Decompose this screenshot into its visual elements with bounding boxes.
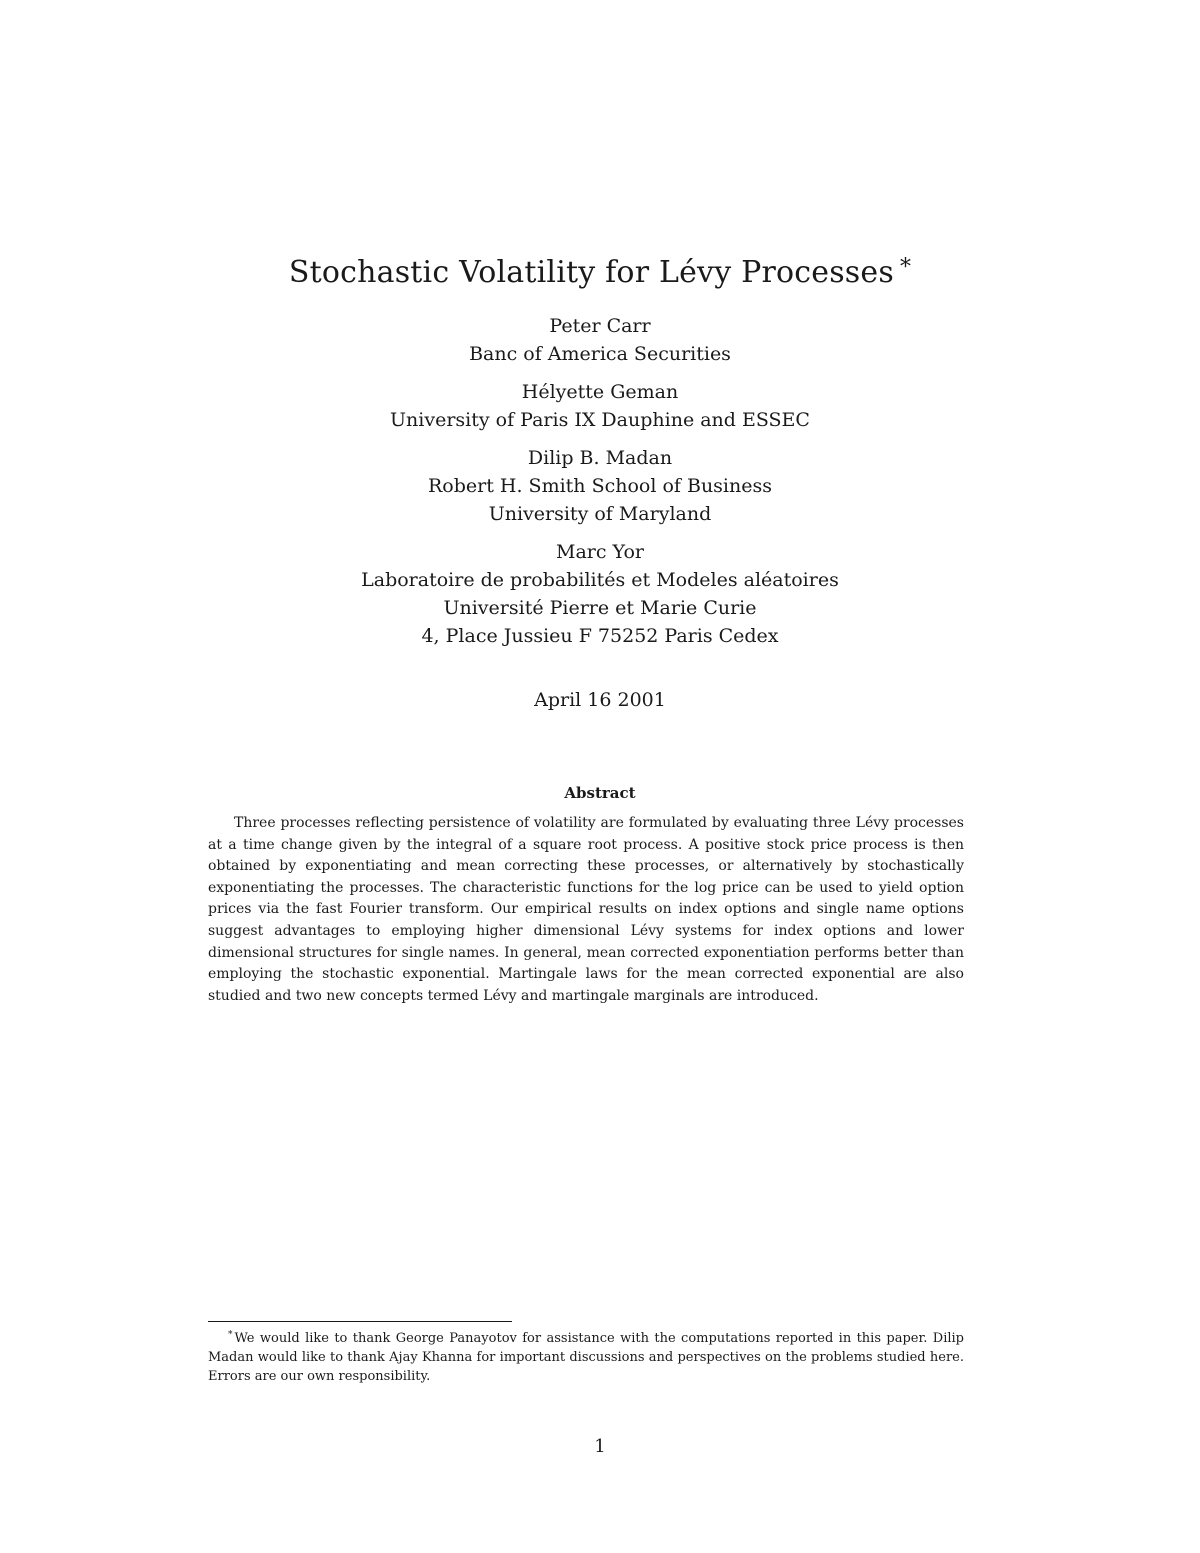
author-affiliation: Université Pierre et Marie Curie bbox=[443, 597, 757, 619]
paper-date: April 16 2001 bbox=[534, 689, 666, 711]
footnote-paragraph bbox=[208, 1326, 964, 1386]
title-text: Stochastic Volatility for Lévy Processes bbox=[288, 255, 894, 290]
author-block bbox=[0, 378, 1200, 434]
page-number: 1 bbox=[594, 1436, 606, 1457]
author-affiliation: 4, Place Jussieu F 75252 Paris Cedex bbox=[421, 625, 779, 647]
author-list bbox=[0, 312, 1200, 660]
author-affiliation: Banc of America Securities bbox=[469, 343, 731, 365]
footnote bbox=[208, 1326, 964, 1386]
abstract-body bbox=[208, 813, 964, 1007]
author-name: Peter Carr bbox=[549, 315, 651, 337]
footnote-text: We would like to thank George Panayotov for assistance with the computations reported in this paper. Dilip Madan would like to thank Ajay Khanna for important discussions and perspectives on the problems studied here. Errors are our own responsibility. bbox=[208, 1331, 964, 1384]
author-affiliation: Robert H. Smith School of Business bbox=[428, 475, 772, 497]
author-block bbox=[0, 444, 1200, 528]
author-affiliation: University of Maryland bbox=[488, 503, 712, 525]
author-affiliation: Laboratoire de probabilités et Modeles aléatoires bbox=[361, 569, 839, 591]
paper-title bbox=[0, 248, 1200, 293]
abstract-paragraph: Three processes reflecting persistence of volatility are formulated by evaluating three Lévy processes at a time change given by the integral of a square root process. A positive stock price process is then obtained by exponentiating and mean correcting these processes, or alternatively by stochastically exponentiating the processes. The characteristic functions for the log price can be used to yield option prices via the fast Fourier transform. Our empirical results on index options and single name options suggest advantages to employing higher dimensional Lévy systems for index options and lower dimensional structures for single names. In general, mean corrected exponentiation performs better than employing the stochastic exponential. Martingale laws for the mean corrected exponential are also studied and two new concepts termed Lévy and martingale marginals are introduced. bbox=[208, 815, 964, 1004]
footnote-divider bbox=[208, 1321, 512, 1322]
author-block bbox=[0, 538, 1200, 650]
author-block bbox=[0, 312, 1200, 368]
title-footnote-marker: * bbox=[899, 255, 912, 280]
footnote-marker: * bbox=[228, 1330, 233, 1340]
author-name: Dilip B. Madan bbox=[527, 447, 673, 469]
abstract-heading: Abstract bbox=[564, 784, 636, 802]
author-affiliation: University of Paris IX Dauphine and ESSEC bbox=[390, 409, 810, 431]
author-name: Hélyette Geman bbox=[521, 381, 679, 403]
author-name: Marc Yor bbox=[556, 541, 644, 563]
